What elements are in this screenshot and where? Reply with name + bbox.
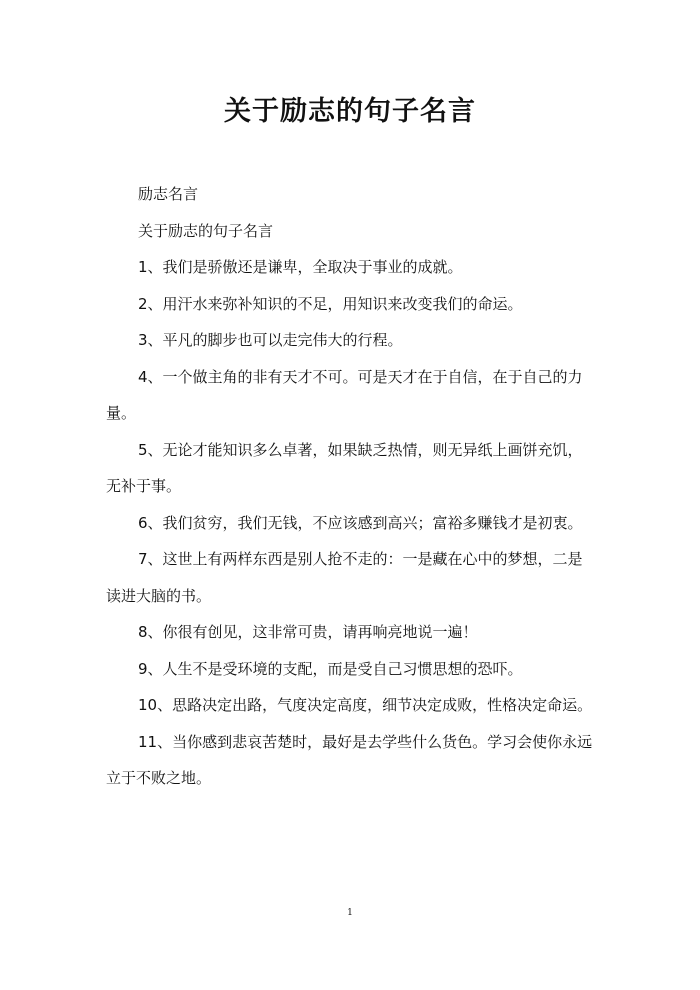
- paragraph-heading: 励志名言: [138, 185, 199, 203]
- page-number: 1: [347, 908, 353, 918]
- quote-paragraph: 6、我们贫穷，我们无钱，不应该感到高兴；富裕多赚钱才是初衷。: [138, 513, 583, 532]
- quote-paragraph: 9、人生不是受环境的支配，而是受自己习惯思想的恐吓。: [138, 659, 523, 678]
- document-title: 关于励志的句子名言: [224, 96, 476, 127]
- document-body: [106, 176, 596, 797]
- paragraph-subheading: 关于励志的句子名言: [138, 221, 274, 240]
- quote-paragraph: 4、一个做主角的非有天才不可。可是天才在于自信，在于自己的力量。: [106, 367, 583, 422]
- quote-paragraph: 3、平凡的脚步也可以走完伟大的行程。: [138, 331, 403, 349]
- quote-paragraph: 1、我们是骄傲还是谦卑，全取决于事业的成就。: [138, 258, 463, 276]
- quote-paragraph: 5、无论才能知识多么卓著，如果缺乏热情，则无异纸上画饼充饥，无补于事。: [106, 440, 583, 495]
- quote-paragraph: 2、用汗水来弥补知识的不足，用知识来改变我们的命运。: [138, 294, 523, 313]
- quote-paragraph: 11、当你感到悲哀苦楚时，最好是去学些什么货色。学习会使你永远立于不败之地。: [106, 732, 593, 787]
- quote-paragraph: 8、你很有创见，这非常可贵，请再响亮地说一遍！: [138, 623, 478, 641]
- quote-paragraph: 7、这世上有两样东西是别人抢不走的：一是藏在心中的梦想，二是读进大脑的书。: [106, 550, 583, 605]
- quote-paragraph: 10、思路决定出路，气度决定高度，细节决定成败，性格决定命运。: [138, 696, 593, 714]
